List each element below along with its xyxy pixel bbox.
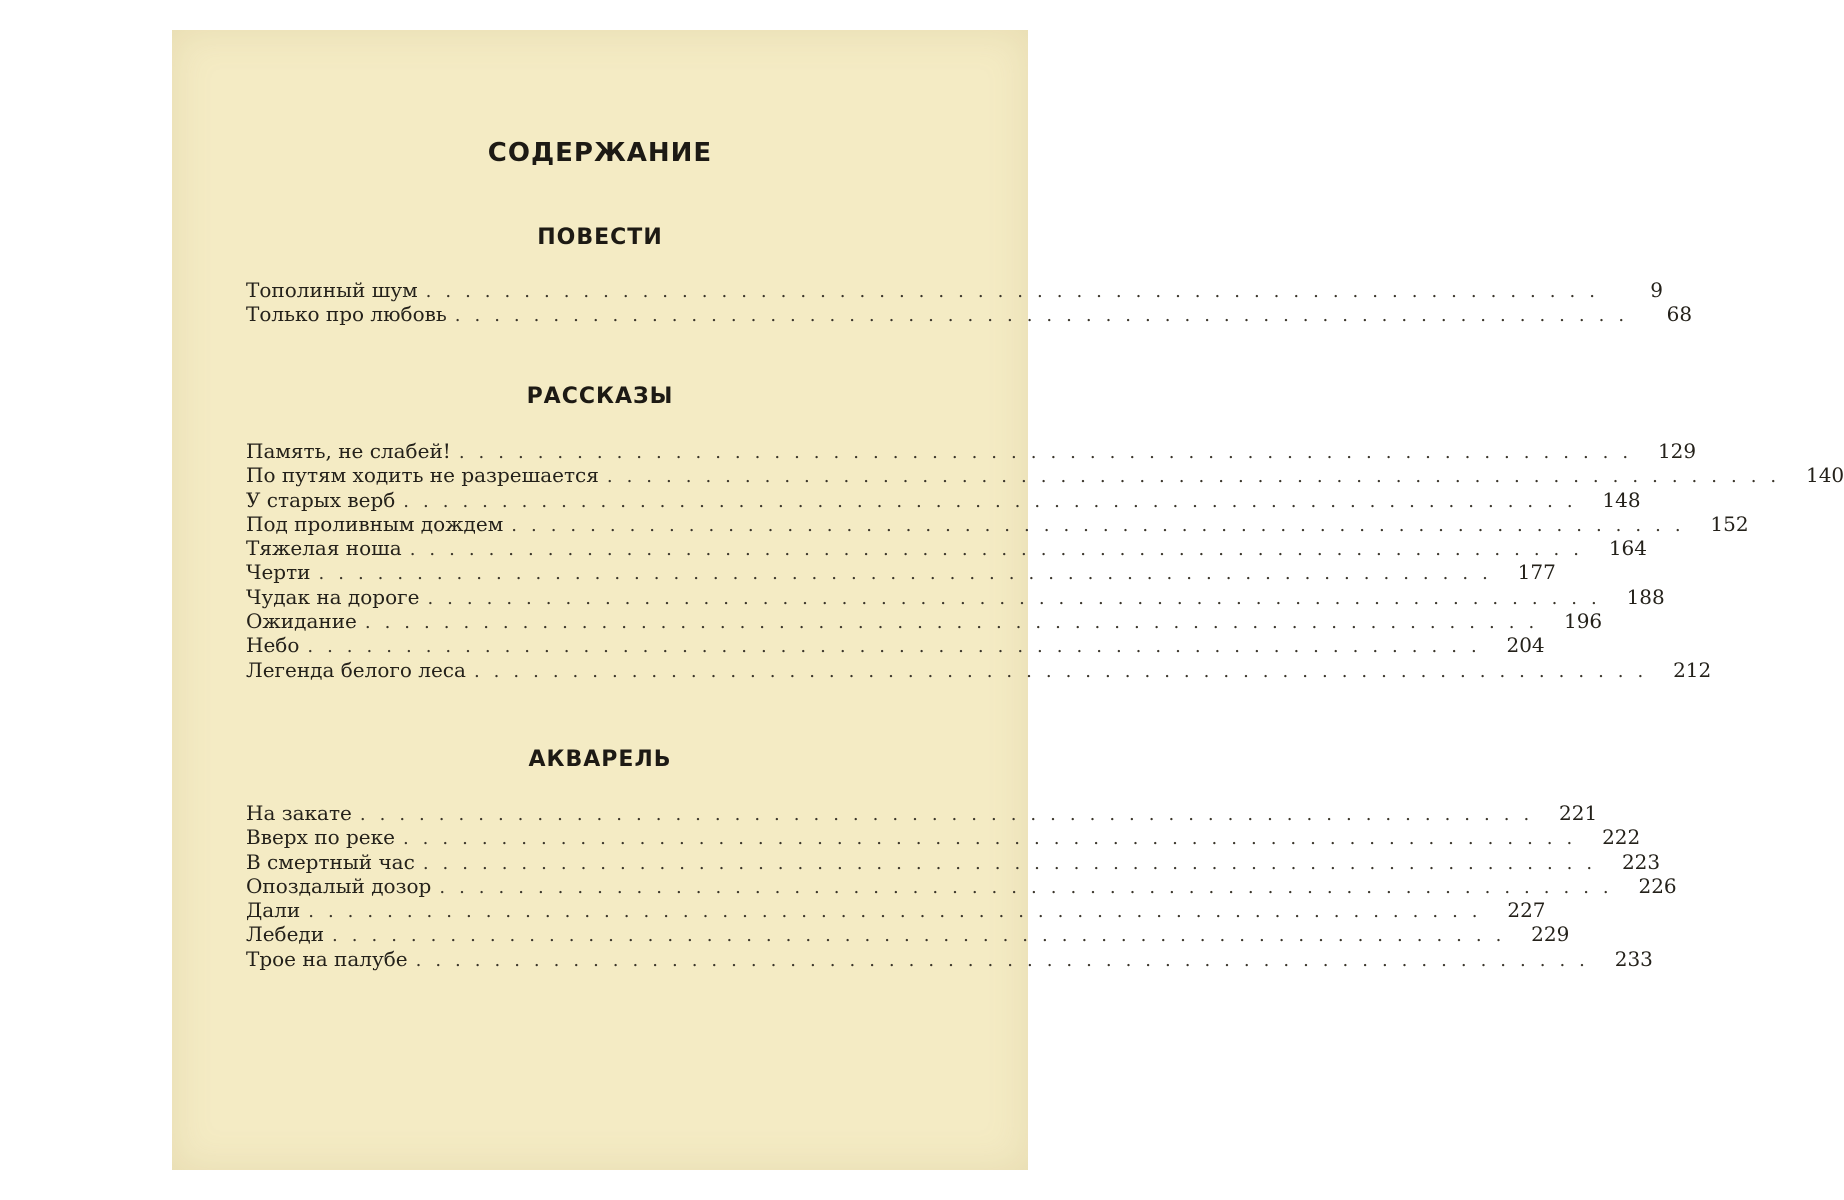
section-heading-rasskazy: РАССКАЗЫ (526, 384, 674, 409)
toc-entry-page-number: 9 (1650, 278, 1663, 302)
toc-entry-page-number: 204 (1506, 633, 1545, 658)
toc-entry (246, 511, 1749, 536)
dot-leader: ............................................................ (458, 442, 1643, 463)
toc-entry-title: По путям ходить не разрешается (246, 463, 599, 488)
dot-leader: ............................................................ (318, 563, 1502, 585)
toc-entry (246, 536, 1647, 561)
toc-entry-page-number: 148 (1602, 487, 1641, 512)
toc-entry (246, 560, 1556, 585)
toc-entry (246, 946, 1653, 971)
section-heading-povesti: ПОВЕСТИ (537, 225, 663, 250)
toc-entry (246, 801, 1598, 825)
dot-leader: ............................................................ (403, 490, 1587, 512)
toc-entry (246, 584, 1665, 609)
dot-leader: ............................................................ (409, 539, 1593, 561)
section-entries-rasskazy (246, 439, 1844, 682)
toc-entry-title: Небо (246, 633, 300, 658)
toc-entry (246, 849, 1661, 874)
dot-leader: ............................................................ (427, 587, 1611, 609)
section-entries-povesti (246, 278, 1693, 327)
toc-entry-title: Под проливным дождем (246, 511, 504, 536)
dot-leader: ............................................................ (473, 660, 1658, 682)
toc-entry-page-number: 164 (1608, 536, 1647, 561)
toc-entry (246, 463, 1844, 488)
toc-entry-title: Только про любовь (246, 302, 447, 327)
dot-leader: ............................................................ (332, 925, 1516, 947)
dot-leader: ............................................................ (454, 305, 1639, 327)
dot-leader: ............................................................ (307, 636, 1491, 658)
dot-leader: ............................................................ (606, 466, 1791, 488)
toc-entry-title: Чудак на дороге (246, 584, 420, 609)
toc-entry (246, 487, 1641, 512)
toc-entry-title: Тяжелая ноша (246, 536, 402, 561)
toc-entry-page-number: 233 (1614, 946, 1653, 971)
dot-leader: ............................................................ (364, 612, 1549, 634)
toc-entry-page-number: 223 (1621, 849, 1661, 874)
dot-leader: ............................................................ (439, 876, 1623, 898)
toc-entry-page-number: 227 (1507, 898, 1546, 923)
book-page (172, 30, 1844, 1170)
toc-entry-page-number: 129 (1657, 439, 1697, 463)
toc-entry-title: На закате (246, 801, 352, 825)
toc-entry (246, 609, 1603, 634)
toc-entry-page-number: 177 (1517, 560, 1556, 585)
toc-entry-page-number: 222 (1602, 825, 1641, 850)
toc-entry-page-number: 152 (1710, 511, 1749, 536)
toc-entry-title: Лебеди (246, 922, 325, 947)
toc-entry (246, 873, 1677, 898)
page-title: СОДЕРЖАНИЕ (487, 138, 713, 168)
dot-leader: ............................................................ (422, 852, 1607, 874)
toc-entry-title: Черти (246, 560, 311, 585)
dot-leader: ............................................................ (415, 949, 1599, 971)
toc-entry (246, 278, 1663, 302)
toc-entry (246, 302, 1693, 327)
toc-entry-page-number: 229 (1531, 922, 1570, 947)
toc-entry-page-number: 188 (1626, 584, 1665, 609)
toc-entry (246, 922, 1570, 947)
toc-entry-title: У старых верб (246, 487, 396, 512)
toc-entry (246, 633, 1545, 658)
toc-entry-title: Тополиный шум (246, 278, 418, 302)
section-entries-akvarel (246, 801, 1677, 971)
toc-entry-title: Дали (246, 898, 301, 923)
toc-entry-title: Легенда белого леса (246, 657, 466, 682)
toc-entry-page-number: 140 (1805, 463, 1844, 488)
toc-entry-page-number: 68 (1666, 302, 1693, 327)
toc-entry-page-number: 212 (1673, 657, 1712, 682)
dot-leader: ............................................................ (511, 514, 1695, 536)
toc-entry (246, 439, 1697, 463)
toc-entry (246, 898, 1546, 923)
toc-entry (246, 657, 1712, 682)
section-heading-akvarel: АКВАРЕЛЬ (528, 747, 672, 772)
dot-leader: ............................................................ (308, 901, 1492, 923)
toc-entry-title: Трое на палубе (246, 946, 408, 971)
toc-entry-page-number: 226 (1638, 873, 1677, 898)
toc-entry-page-number: 196 (1563, 609, 1603, 634)
toc-entry-page-number: 221 (1559, 801, 1598, 825)
dot-leader: ............................................................ (359, 804, 1544, 825)
dot-leader: ............................................................ (425, 281, 1609, 302)
toc-entry-title: Вверх по реке (246, 825, 395, 850)
toc-entry-title: Память, не слабей! (246, 439, 451, 463)
toc-entry-title: Ожидание (246, 609, 357, 634)
toc-entry-title: Опоздалый дозор (246, 873, 432, 898)
toc-entry (246, 825, 1641, 850)
toc-entry-title: В смертный час (246, 849, 415, 874)
dot-leader: ............................................................ (402, 828, 1587, 850)
